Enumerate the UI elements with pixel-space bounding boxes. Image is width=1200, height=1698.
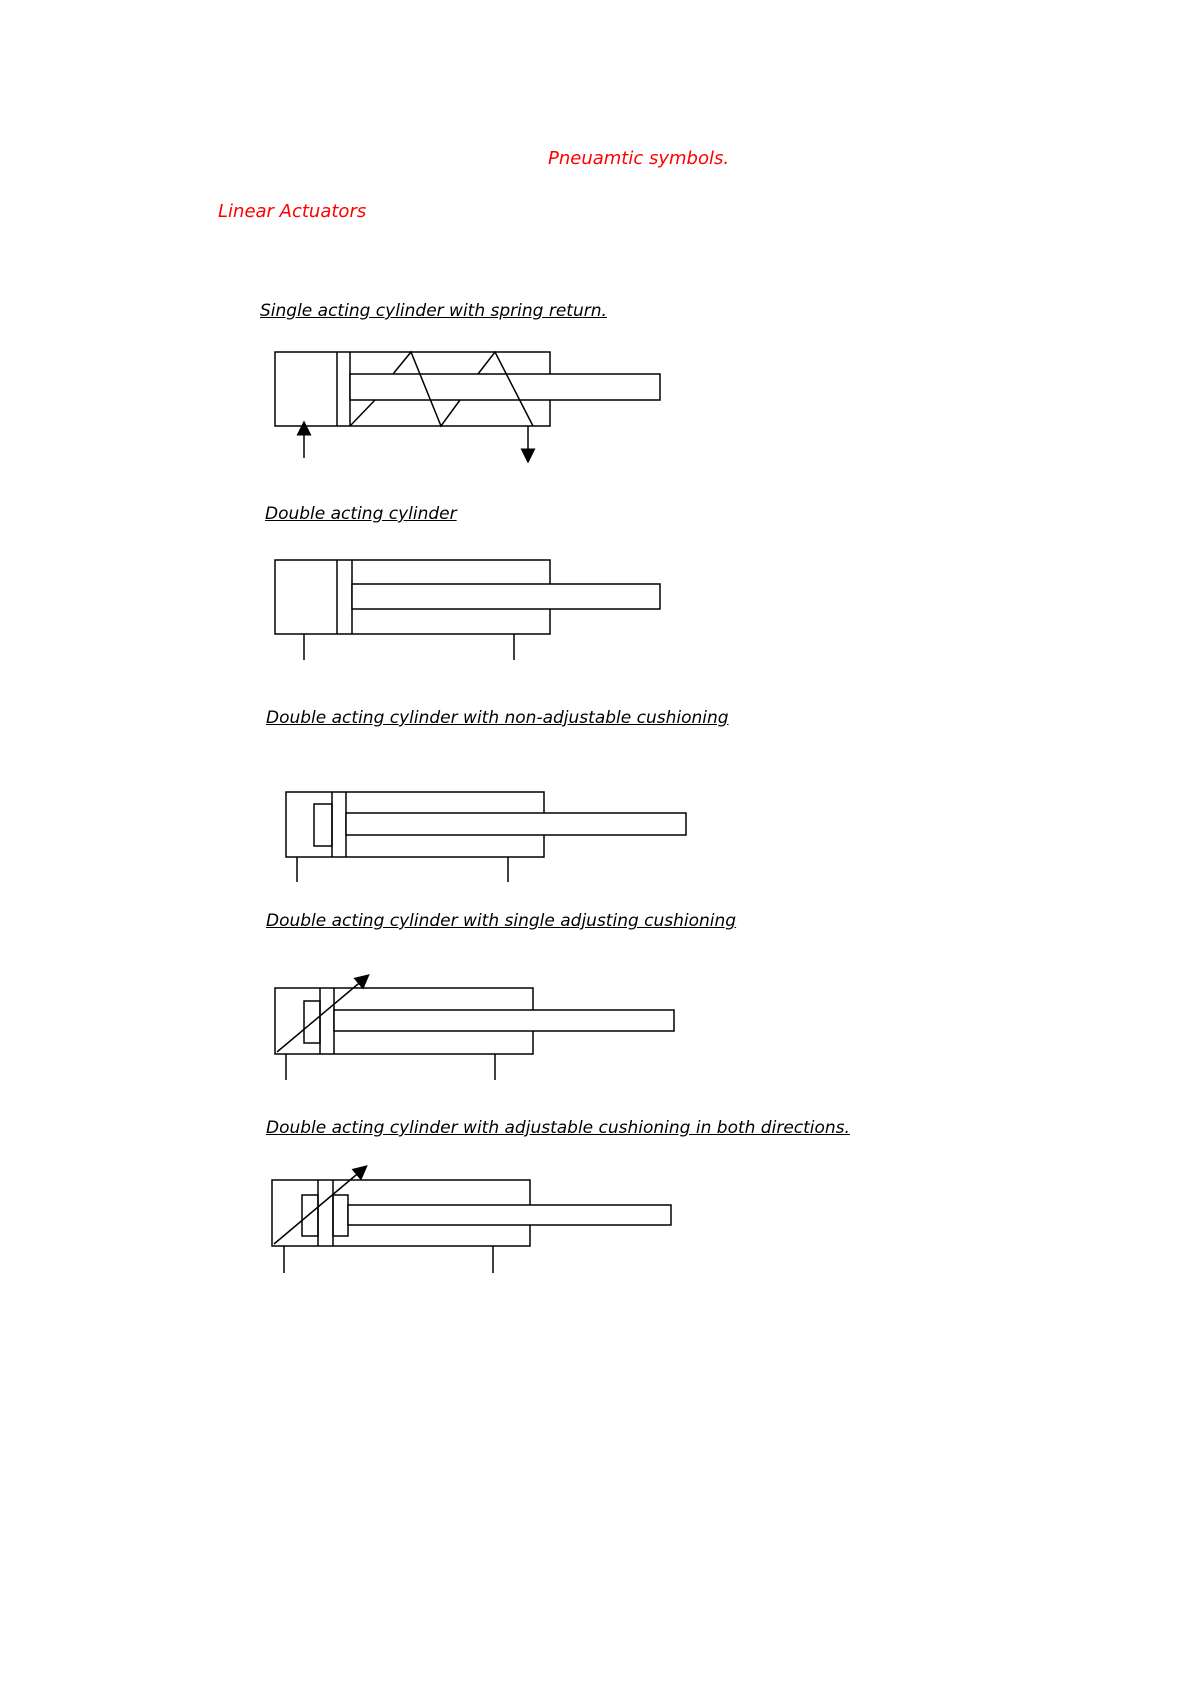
document-title: Pneuamtic symbols. (548, 148, 730, 169)
cushion-block-right (333, 1195, 348, 1236)
non-adjustable-cushioning-symbol (286, 792, 686, 882)
double-acting-cylinder-symbol (275, 560, 660, 660)
single-acting-cylinder-symbol (275, 352, 660, 458)
caption-suffix: . (844, 1118, 850, 1138)
caption-double-acting: Double acting cylinder (265, 504, 457, 524)
caption-single-acting-spring-return: Single acting cylinder with spring return. (260, 301, 607, 321)
piston-rod (334, 1010, 674, 1031)
adjustable-cushioning-both-symbol (272, 1170, 671, 1273)
spring-line (350, 400, 375, 426)
piston-rod (352, 584, 660, 609)
piston-rod (350, 374, 660, 400)
piston-rod (348, 1205, 671, 1225)
section-title: Linear Actuators (218, 201, 367, 222)
caption-double-acting-single-adjusting-cushioning: Double acting cylinder with single adjusting cushioning (266, 911, 737, 931)
cushion-block (314, 804, 332, 846)
single-adjusting-cushioning-symbol (275, 979, 674, 1080)
cushion-block-left (302, 1195, 318, 1236)
caption-text: Double acting cylinder with adjustable cushioning in both directions (266, 1118, 845, 1138)
piston-rod (346, 813, 686, 835)
caption-double-acting-non-adjustable-cushioning: Double acting cylinder with non-adjustable cushioning (266, 708, 729, 728)
